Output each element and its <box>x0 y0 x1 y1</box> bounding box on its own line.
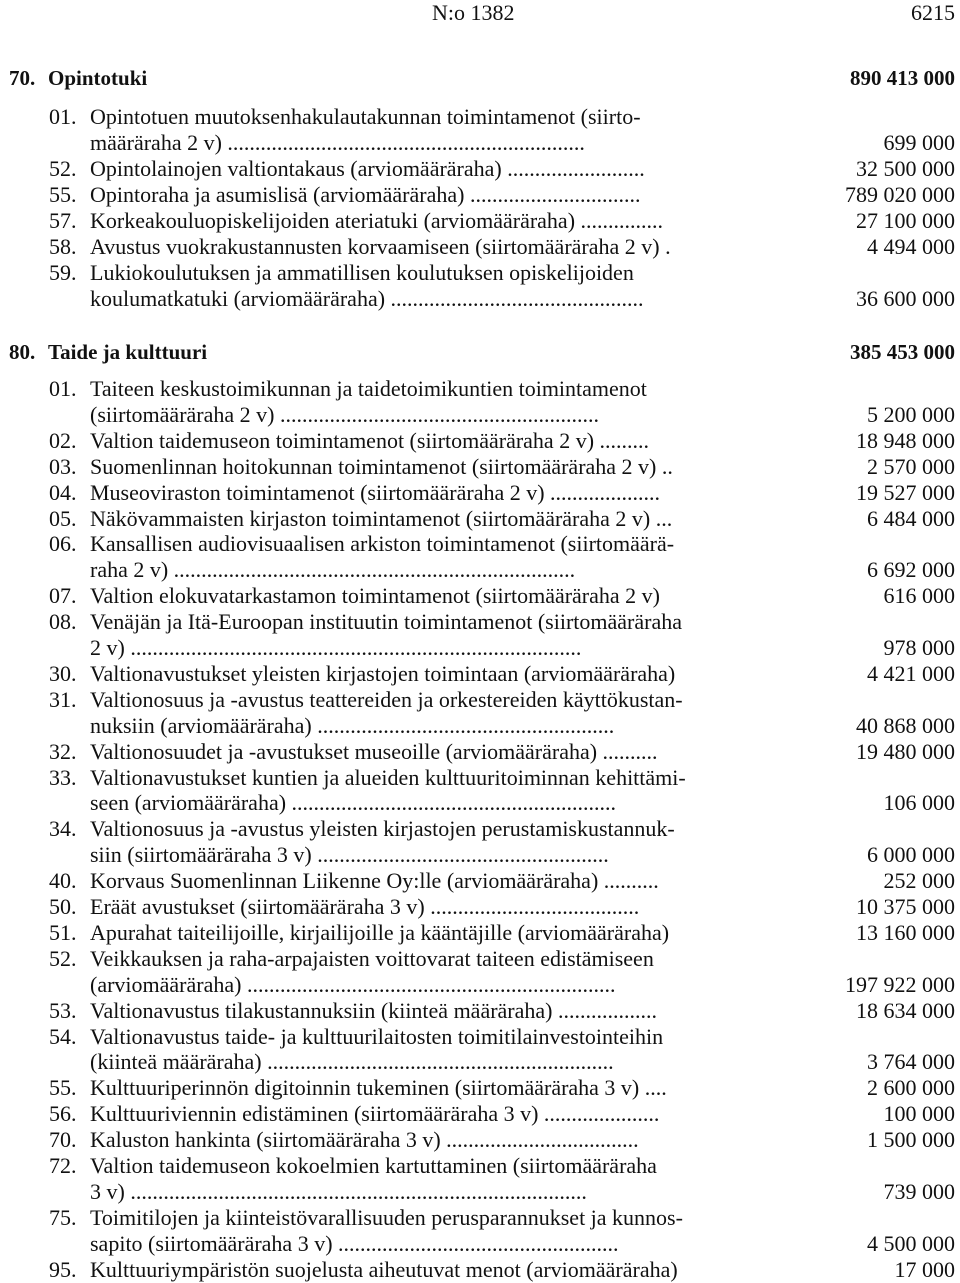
page-header <box>0 0 960 28</box>
section-title: Taide ja kulttuuri <box>48 340 208 364</box>
line-text: Korkeakouluopiskelijoiden ateriatuki (arviomääräraha) ............... <box>90 208 664 234</box>
budget-line <box>0 506 960 532</box>
line-text: Opintolainojen valtiontakaus (arviomääräraha) ......................... <box>90 156 645 182</box>
line-text: 2 v) .................................................................................. <box>90 635 582 660</box>
line-amount: 6 692 000 <box>867 557 955 583</box>
budget-line <box>0 531 960 557</box>
section-number: 80. <box>9 340 36 364</box>
line-text: sapito (siirtomääräraha 3 v) ................................................... <box>90 1230 619 1256</box>
line-text: Toimitilojen ja kiinteistövarallisuuden perusparannukset ja kunnos- <box>90 1204 683 1230</box>
budget-line <box>0 286 960 312</box>
budget-line <box>0 687 960 713</box>
line-number: 01. <box>49 376 77 401</box>
budget-line <box>0 713 960 739</box>
line-number: 02. <box>49 427 77 453</box>
line-amount: 3 764 000 <box>867 1049 955 1075</box>
budget-line <box>0 661 960 687</box>
line-text: Kulttuuriympäristön suojelusta aiheutuvat menot (arviomääräraha) <box>90 1256 678 1282</box>
line-number: 30. <box>49 660 77 686</box>
line-number: 54. <box>49 1023 77 1049</box>
budget-line <box>0 234 960 260</box>
line-amount: 6 000 000 <box>867 842 955 868</box>
line-amount: 978 000 <box>883 635 955 660</box>
line-text: seen (arviomääräraha) ........................................................... <box>90 790 617 816</box>
line-text: Valtion taidemuseon kokoelmien kartuttaminen (siirtomääräraha <box>90 1153 657 1178</box>
line-amount: 197 922 000 <box>845 971 955 997</box>
line-amount: 10 375 000 <box>856 894 955 919</box>
line-text: Valtionavustukset yleisten kirjastojen toimintaan (arviomääräraha) <box>90 660 676 686</box>
line-number: 56. <box>49 1101 77 1127</box>
line-number: 31. <box>49 686 77 712</box>
line-number: 05. <box>49 505 77 531</box>
line-amount: 13 160 000 <box>856 919 955 945</box>
line-number: 52. <box>49 945 77 971</box>
budget-line <box>0 428 960 454</box>
line-number: 01. <box>49 104 77 129</box>
budget-line <box>0 972 960 998</box>
budget-line <box>0 104 960 130</box>
budget-line <box>0 920 960 946</box>
line-amount: 739 000 <box>883 1178 955 1204</box>
section-heading <box>0 66 960 92</box>
budget-line <box>0 156 960 182</box>
line-number: 59. <box>49 260 77 286</box>
line-number: 07. <box>49 583 77 609</box>
line-amount: 4 494 000 <box>867 234 955 260</box>
budget-line <box>0 998 960 1024</box>
line-text: Valtionosuus ja -avustus yleisten kirjastojen perustamiskustannuk- <box>90 816 675 842</box>
line-text: Valtionavustus taide- ja kulttuurilaitosten toimitilainvestointeihin <box>90 1023 664 1049</box>
line-number: 57. <box>49 208 77 234</box>
document-number: N:o 1382 <box>432 0 515 25</box>
line-amount: 6 484 000 <box>867 505 955 531</box>
budget-line <box>0 208 960 234</box>
line-number: 75. <box>49 1204 77 1230</box>
line-number: 95. <box>49 1256 77 1282</box>
line-amount: 19 527 000 <box>856 479 955 505</box>
line-number: 40. <box>49 868 77 894</box>
budget-line <box>0 1153 960 1179</box>
section-amount: 385 453 000 <box>850 340 955 364</box>
line-text: (siirtomääräraha 2 v) .......................................................... <box>90 401 599 427</box>
budget-line <box>0 1127 960 1153</box>
line-text: siin (siirtomääräraha 3 v) ..................................................... <box>90 842 609 868</box>
budget-line <box>0 765 960 791</box>
line-number: 51. <box>49 919 77 945</box>
line-text: nuksiin (arviomääräraha) ...................................................... <box>90 712 615 738</box>
budget-line <box>0 480 960 506</box>
line-text: Opintoraha ja asumislisä (arviomääräraha) ............................... <box>90 182 641 208</box>
budget-line <box>0 609 960 635</box>
line-text: Veikkauksen ja raha-arpajaisten voittovarat taiteen edistämiseen <box>90 945 654 971</box>
budget-line <box>0 1075 960 1101</box>
line-amount: 17 000 <box>894 1256 955 1282</box>
budget-line <box>0 583 960 609</box>
line-text: (arviomääräraha) ................................................................... <box>90 971 616 997</box>
line-text: Valtionosuus ja -avustus teattereiden ja orkestereiden käyttökustan- <box>90 686 683 712</box>
budget-line <box>0 894 960 920</box>
line-amount: 616 000 <box>883 583 955 609</box>
budget-line <box>0 1024 960 1050</box>
line-text: koulumatkatuki (arviomääräraha) .............................................. <box>90 286 644 312</box>
line-text: Avustus vuokrakustannusten korvaamiseen (siirtomääräraha 2 v) . <box>90 234 671 260</box>
budget-line <box>0 868 960 894</box>
budget-line <box>0 1049 960 1075</box>
section-amount: 890 413 000 <box>850 66 955 90</box>
section-title: Opintotuki <box>48 66 148 90</box>
budget-line <box>0 1231 960 1257</box>
line-text: Korvaus Suomenlinnan Liikenne Oy:lle (arviomääräraha) .......... <box>90 868 659 894</box>
section-heading <box>0 340 960 366</box>
line-number: 03. <box>49 453 77 479</box>
line-amount: 252 000 <box>883 868 955 894</box>
line-amount: 32 500 000 <box>856 156 955 182</box>
budget-line <box>0 1205 960 1231</box>
line-amount: 1 500 000 <box>867 1127 955 1153</box>
budget-line <box>0 557 960 583</box>
line-text: Näkövammaisten kirjaston toimintamenot (siirtomääräraha 2 v) ... <box>90 505 673 531</box>
line-amount: 106 000 <box>883 790 955 816</box>
line-amount: 36 600 000 <box>856 286 955 312</box>
line-text: Venäjän ja Itä-Euroopan instituutin toimintamenot (siirtomääräraha <box>90 609 682 635</box>
line-number: 33. <box>49 764 77 790</box>
budget-line <box>0 376 960 402</box>
budget-line <box>0 842 960 868</box>
line-text: määräraha 2 v) ................................................................. <box>90 130 585 156</box>
budget-line <box>0 260 960 286</box>
line-text: 3 v) ................................................................................... <box>90 1178 587 1204</box>
line-text: raha 2 v) ......................................................................... <box>90 557 576 583</box>
line-amount: 4 500 000 <box>867 1230 955 1256</box>
section-number: 70. <box>9 66 36 90</box>
line-amount: 699 000 <box>883 130 955 156</box>
budget-line <box>0 1257 960 1283</box>
line-text: Valtionosuudet ja -avustukset museoille (arviomääräraha) .......... <box>90 738 658 764</box>
page-number: 6215 <box>911 0 955 25</box>
line-amount: 2 600 000 <box>867 1075 955 1101</box>
line-amount: 5 200 000 <box>867 401 955 427</box>
budget-line <box>0 454 960 480</box>
line-text: Apurahat taiteilijoille, kirjailijoille ja kääntäjille (arviomääräraha) <box>90 919 670 945</box>
line-text: Museoviraston toimintamenot (siirtomääräraha 2 v) .................... <box>90 479 661 505</box>
budget-line <box>0 739 960 765</box>
line-number: 04. <box>49 479 77 505</box>
line-amount: 40 868 000 <box>856 712 955 738</box>
line-text: Kulttuuriperinnön digitoinnin tukeminen (siirtomääräraha 3 v) .... <box>90 1075 667 1101</box>
line-number: 58. <box>49 234 77 260</box>
line-text: Kulttuuriviennin edistäminen (siirtomääräraha 3 v) ..................... <box>90 1101 660 1127</box>
budget-line <box>0 130 960 156</box>
line-text: Valtionavustukset kuntien ja alueiden kulttuuritoiminnan kehittämi- <box>90 764 686 790</box>
line-text: Valtion elokuvatarkastamon toimintamenot (siirtomääräraha 2 v) <box>90 583 660 609</box>
line-text: Lukiokoulutuksen ja ammatillisen koulutuksen opiskelijoiden <box>90 260 634 286</box>
line-amount: 4 421 000 <box>867 660 955 686</box>
line-amount: 18 634 000 <box>856 997 955 1023</box>
line-text: Valtion taidemuseon toimintamenot (siirtomääräraha 2 v) ......... <box>90 427 650 453</box>
line-text: Valtionavustus tilakustannuksiin (kiinteä määräraha) .................. <box>90 997 657 1023</box>
line-number: 06. <box>49 531 77 557</box>
budget-line <box>0 1101 960 1127</box>
line-text: Opintotuen muutoksenhakulautakunnan toimintamenot (siirto- <box>90 104 641 129</box>
line-text: Taiteen keskustoimikunnan ja taidetoimikuntien toimintamenot <box>90 376 647 401</box>
line-amount: 2 570 000 <box>867 453 955 479</box>
line-number: 53. <box>49 997 77 1023</box>
budget-line <box>0 790 960 816</box>
line-number: 08. <box>49 609 77 635</box>
budget-line <box>0 182 960 208</box>
budget-line <box>0 402 960 428</box>
line-number: 55. <box>49 1075 77 1101</box>
line-text: Kaluston hankinta (siirtomääräraha 3 v) ................................... <box>90 1127 639 1153</box>
line-number: 32. <box>49 738 77 764</box>
line-number: 52. <box>49 156 77 182</box>
budget-line <box>0 816 960 842</box>
budget-line <box>0 635 960 661</box>
line-text: (kiinteä määräraha) ............................................................... <box>90 1049 614 1075</box>
line-amount: 100 000 <box>883 1101 955 1127</box>
budget-line <box>0 1179 960 1205</box>
line-number: 70. <box>49 1127 77 1153</box>
line-number: 50. <box>49 894 77 919</box>
line-number: 55. <box>49 182 77 208</box>
line-number: 34. <box>49 816 77 842</box>
budget-line <box>0 946 960 972</box>
line-text: Suomenlinnan hoitokunnan toimintamenot (siirtomääräraha 2 v) .. <box>90 453 673 479</box>
line-amount: 18 948 000 <box>856 427 955 453</box>
line-amount: 27 100 000 <box>856 208 955 234</box>
line-text: Kansallisen audiovisuaalisen arkiston toimintamenot (siirtomäärä- <box>90 531 675 557</box>
line-number: 72. <box>49 1153 77 1178</box>
line-amount: 789 020 000 <box>845 182 955 208</box>
line-amount: 19 480 000 <box>856 738 955 764</box>
line-text: Eräät avustukset (siirtomääräraha 3 v) ...................................... <box>90 894 640 919</box>
